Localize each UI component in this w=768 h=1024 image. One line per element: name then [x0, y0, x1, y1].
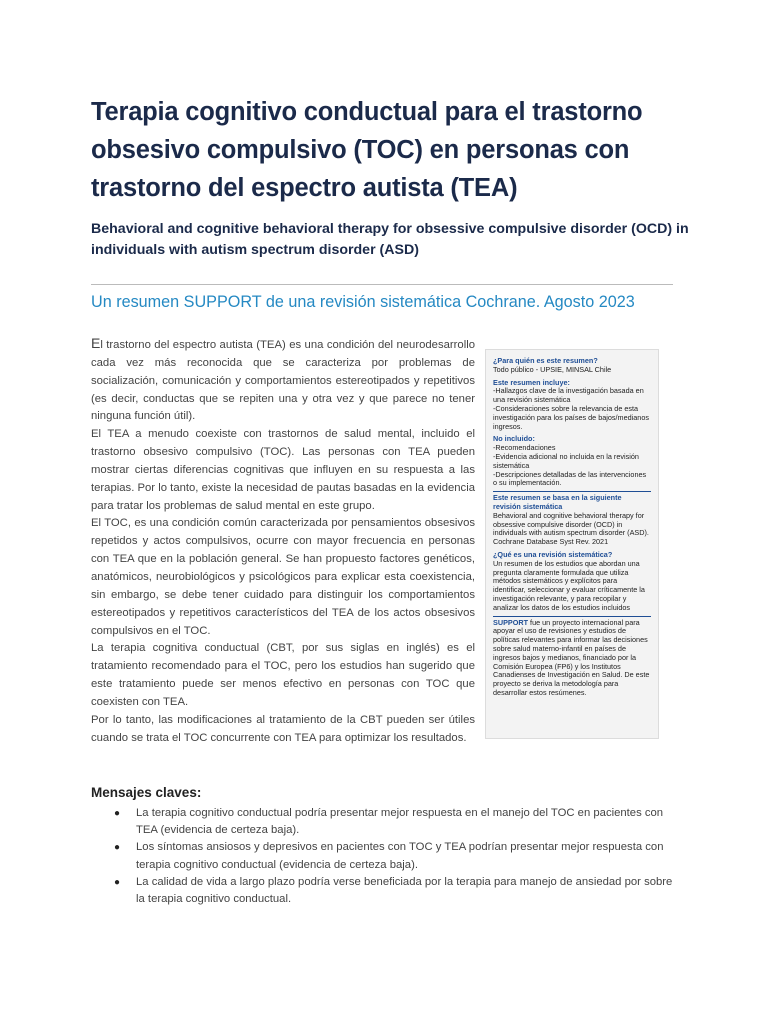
not-included-item: -Descripciones detalladas de las intervenciones o su implementación.	[493, 469, 647, 488]
includes-heading: Este resumen incluye:	[493, 377, 570, 387]
bullet-icon: ●	[114, 842, 121, 854]
not-included-heading: No incluido:	[493, 434, 535, 444]
body-paragraph: El TEA a menudo coexiste con trastornos de salud mental, incluido el trastorno obsesivo compulsivo (TOC). Las personas con TEA pueden mostrar ciertas diferencias cognitivas que influyen en su respuesta a las terapias. Por lo tanto, existe la necesidad de pautas basadas en la evidencia para tratar los problemas de salud mental en este grupo.	[91, 428, 475, 512]
summary-info-box	[485, 349, 659, 739]
page-title: Terapia cognitivo conductual para el trastorno obsesivo compulsivo (TOC) en personas con trastorno del espectro autista (TEA)	[91, 98, 643, 202]
bullet-icon: ●	[114, 808, 121, 819]
divider	[91, 284, 673, 285]
key-message-item	[112, 874, 682, 908]
audience-heading: ¿Para quién es este resumen?	[493, 356, 598, 365]
support-description: fue un proyecto internacional para apoyar el uso de revisiones y estudios de políticas relevantes para informar las decisiones sobre salud materno-infantil en países de ingresos bajos y medianos, financiado por la Comisión Europea (FP6) y los Institutos Canadienses de Investigación en Salud. De este proyecto se deriva la metodología para desarrollar estos resúmenes.	[493, 617, 650, 697]
body-paragraph: El trastorno del espectro autista (TEA) es una condición del neurodesarrollo cada vez más reconocida que se caracteriza por problemas de socialización, comunicación y comportamientos estereotipados y repetitivos (es decir, conductas que se repiten una y otra vez y que parece no tener ninguna función útil).	[91, 335, 475, 423]
includes-item: -Hallazgos clave de la investigación basada en una revisión sistemática	[493, 386, 644, 405]
key-message-item	[112, 839, 682, 873]
sidebox-divider	[493, 491, 651, 492]
bullet-icon: ●	[114, 876, 121, 888]
not-included-item: -Evidencia adicional no incluida en la revisión sistemática	[493, 451, 639, 470]
support-text	[493, 619, 651, 698]
support-word: SUPPORT	[493, 617, 529, 627]
includes-item: -Consideraciones sobre la relevancia de esta investigación para los países de bajos/medianos ingresos.	[493, 403, 649, 431]
based-on-text: Behavioral and cognitive behavioral therapy for obsessive compulsive disorder (OCD) in individuals with autism spectrum disorder (ASD). Cochrane Database Syst Rev. 2021	[493, 510, 649, 547]
key-messages-heading: Mensajes claves:	[91, 785, 202, 800]
audience-text: Todo público - UPSIE, MINSAL Chile	[493, 364, 612, 374]
key-message-item	[112, 805, 682, 839]
key-message-text: La calidad de vida a largo plazo podría verse beneficiada por la terapia para manejo de ansiedad por sobre la terapia cognitivo conductual.	[136, 875, 673, 906]
key-messages-list	[112, 805, 682, 908]
body-text	[91, 335, 475, 747]
body-paragraph: El TOC, es una condición común caracterizada por pensamientos obsesivos repetidos y actos compulsivos, ocurre con mayor frecuencia en personas con TEA que en la población general. Se han propuesto factores genéticos, anatómicos, neurobiológicos y psicológicos para explicar esta coexistencia, sin embargo, se debe tener cuidado para distinguir los comportamientos estereotipados y repetitivos característicos del TEA de los actos obsesivos compulsivos en el TOC.	[91, 517, 475, 637]
body-paragraph: La terapia cognitiva conductual (CBT, por sus siglas en inglés) es el tratamiento recomendado para el TOC, pero los estudios han sugerido que este tratamiento puede ser menos efectivo en personas con TOC que coexisten con TEA.	[91, 642, 475, 708]
what-is-text: Un resumen de los estudios que abordan una pregunta claramente formulada que utiliza métodos sistemáticos y explícitos para identificar, seleccionar y evaluar críticamente la investigación relevante, y para recopilar y analizar los datos de los estudios incluidos	[493, 558, 645, 612]
key-message-text: Los síntomas ansiosos y depresivos en pacientes con TOC y TEA podrían presentar mejor respuesta con terapia cognitivo conductual (evidencia de certeza baja).	[136, 841, 664, 871]
summary-line: Un resumen SUPPORT de una revisión sistemática Cochrane. Agosto 2023	[91, 293, 635, 311]
what-is-heading: ¿Qué es una revisión sistemática?	[493, 549, 613, 559]
not-included-item: -Recomendaciones	[493, 443, 556, 453]
key-message-text: La terapia cognitivo conductual podría presentar mejor respuesta en el manejo del TOC en pacientes con TEA (evidencia de certeza baja).	[136, 807, 664, 837]
based-on-heading: Este resumen se basa en la siguiente revisión sistemática	[493, 493, 622, 511]
sidebox-divider	[493, 616, 651, 617]
page-subtitle: Behavioral and cognitive behavioral therapy for obsessive compulsive disorder (OCD) in individuals with autism spectrum disorder (ASD)	[91, 221, 689, 258]
body-paragraph: Por lo tanto, las modificaciones al tratamiento de la CBT pueden ser útiles cuando se trata el TOC concurrente con TEA para optimizar los resultados.	[91, 713, 475, 744]
